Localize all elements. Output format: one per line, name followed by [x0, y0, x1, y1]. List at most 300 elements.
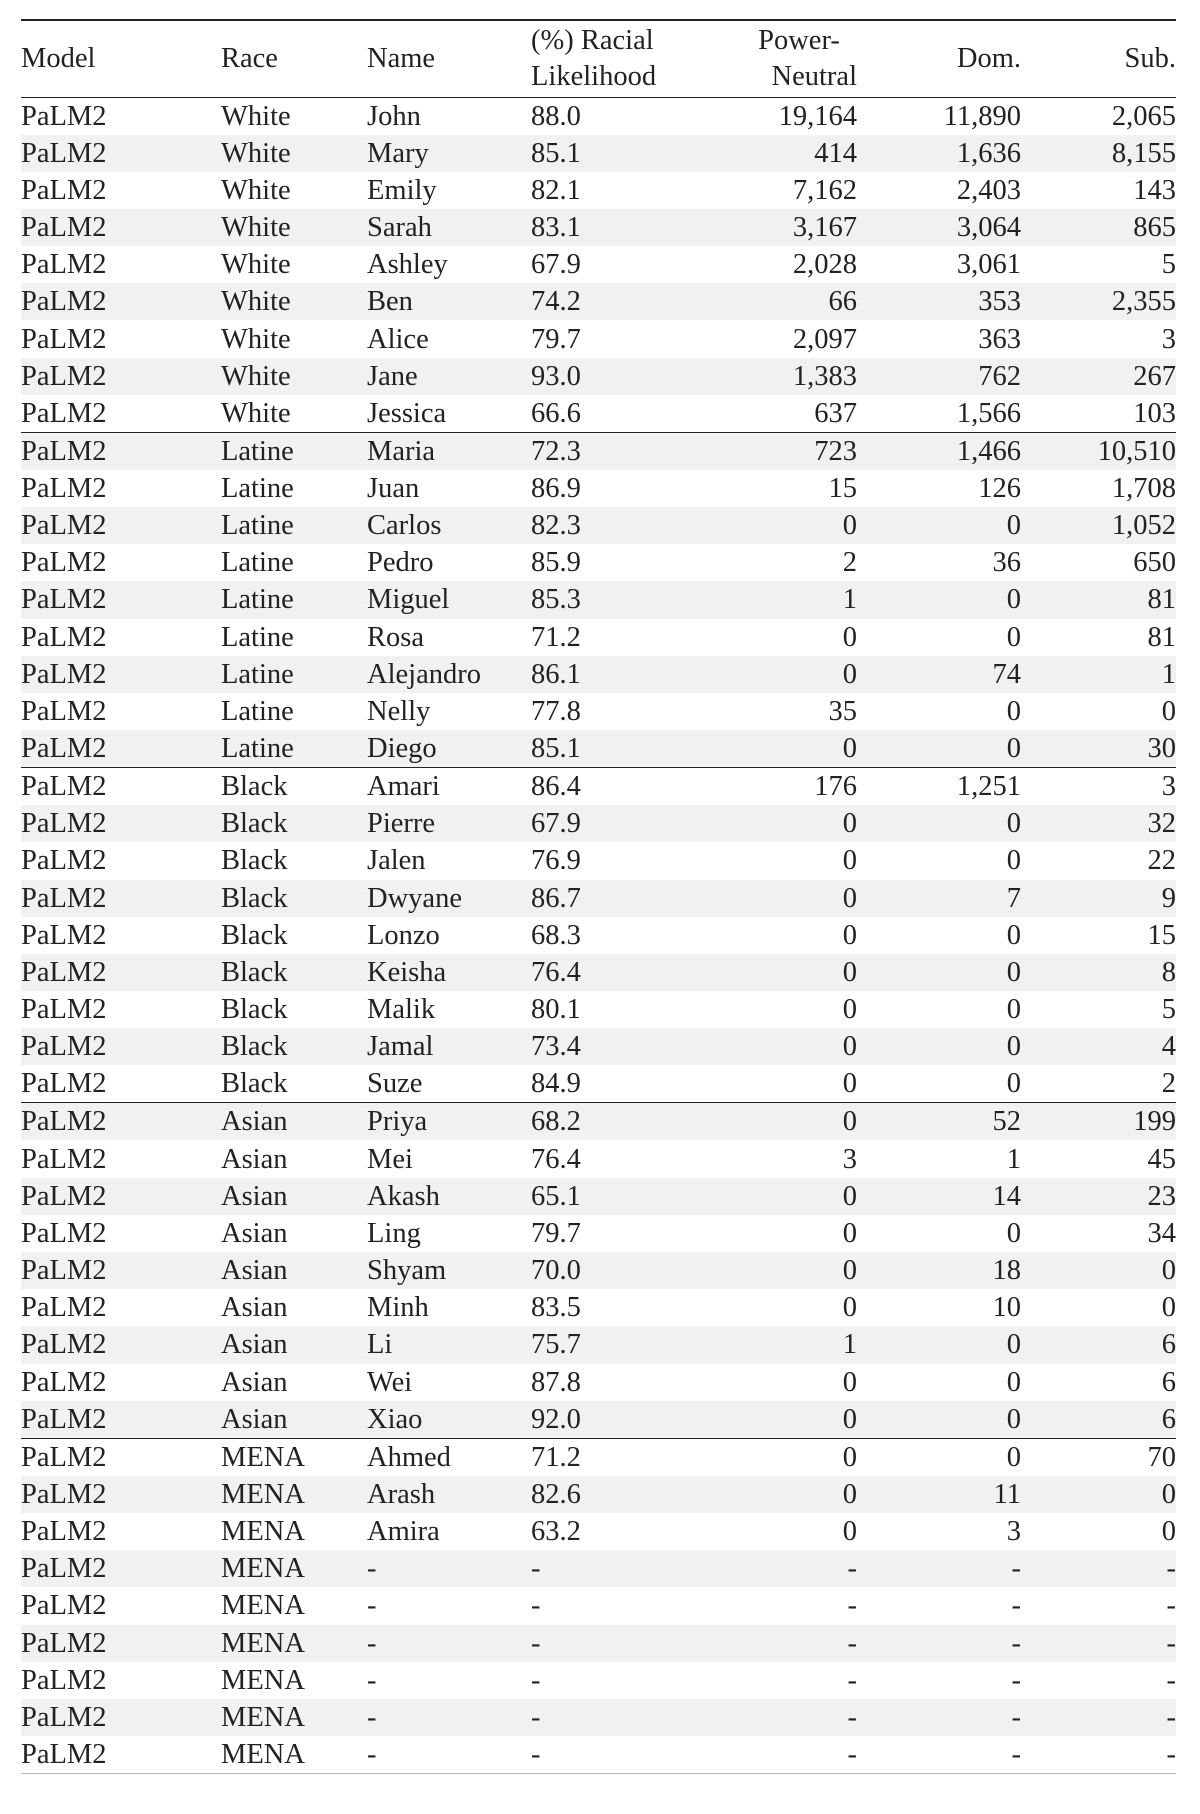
race-cell: Black	[221, 880, 367, 917]
power-neutral-cell: -	[701, 1550, 857, 1587]
power-neutral-cell: 637	[814, 397, 857, 429]
race-cell: Black	[221, 768, 367, 806]
name-cell: John	[367, 100, 421, 132]
model-cell: PaLM2	[21, 432, 221, 470]
power-neutral-cell: 19,164	[778, 100, 857, 132]
racial-likelihood-cell: 86.9	[531, 472, 581, 504]
sub-cell: 1,052	[1021, 507, 1176, 544]
sub-cell: 199	[1021, 1103, 1176, 1141]
power-neutral-cell: 0	[701, 1028, 857, 1065]
sub-cell: 22	[1147, 845, 1176, 877]
racial-likelihood-cell: 85.9	[531, 547, 581, 579]
header-dom: Dom.	[857, 20, 1021, 97]
dom-cell: -	[1011, 1664, 1021, 1696]
name-cell: Jessica	[367, 397, 447, 429]
model-cell: PaLM2	[21, 1068, 107, 1100]
dom-cell: 0	[1006, 621, 1021, 653]
model-cell: PaLM2	[21, 919, 107, 951]
sub-cell: 0	[1021, 1252, 1176, 1289]
race-cell: Black	[221, 805, 367, 842]
race-cell: White	[221, 323, 291, 355]
dom-cell: 36	[992, 547, 1021, 579]
race-cell: White	[221, 283, 367, 320]
name-cell: Mary	[367, 135, 531, 172]
table-row	[21, 1028, 1176, 1065]
sub-cell: 1	[1021, 656, 1176, 693]
table-row	[21, 544, 1176, 581]
table-row	[21, 1289, 1176, 1326]
sub-cell: 23	[1021, 1178, 1176, 1215]
name-cell: Suze	[367, 1068, 423, 1100]
name-cell: Wei	[367, 1366, 413, 1398]
power-neutral-cell: 0	[842, 994, 857, 1026]
table-row	[21, 470, 1176, 507]
racial-likelihood-cell: -	[531, 1550, 701, 1587]
table-row	[21, 97, 1176, 135]
dom-cell: 11	[857, 1476, 1021, 1513]
model-cell: PaLM2	[21, 581, 221, 618]
sub-cell: 865	[1021, 209, 1176, 246]
table-row	[21, 842, 1176, 879]
dom-cell: 0	[857, 1028, 1021, 1065]
sub-cell: 10,510	[1021, 432, 1176, 470]
model-cell: PaLM2	[21, 174, 107, 206]
power-neutral-cell: 0	[701, 1401, 857, 1439]
power-neutral-cell: 0	[701, 880, 857, 917]
sub-cell: 3	[1161, 323, 1176, 355]
dom-cell: 1,636	[857, 135, 1021, 172]
dom-cell: 18	[857, 1252, 1021, 1289]
name-cell: Pedro	[367, 547, 434, 579]
racial-likelihood-cell: 84.9	[531, 1068, 581, 1100]
sub-cell: 2,065	[1111, 100, 1176, 132]
name-cell: Maria	[367, 432, 531, 470]
dom-cell: -	[1011, 1590, 1021, 1622]
racial-likelihood-cell: 79.7	[531, 323, 581, 355]
model-cell: PaLM2	[21, 397, 107, 429]
race-cell: MENA	[221, 1664, 305, 1696]
model-cell: PaLM2	[21, 1103, 221, 1141]
race-cell: Asian	[221, 1401, 367, 1439]
table-row	[21, 1140, 1176, 1177]
model-cell: PaLM2	[21, 1476, 221, 1513]
table-row	[21, 358, 1176, 395]
race-cell: Latine	[221, 696, 294, 728]
sub-cell: 103	[1133, 397, 1176, 429]
table-row	[21, 1103, 1176, 1141]
racial-likelihood-cell: 65.1	[531, 1178, 701, 1215]
model-cell: PaLM2	[21, 954, 221, 991]
dom-cell: 0	[857, 1438, 1021, 1476]
table-row	[21, 619, 1176, 656]
model-cell: PaLM2	[21, 656, 221, 693]
model-cell: PaLM2	[21, 507, 221, 544]
name-cell: Ben	[367, 283, 531, 320]
racial-likelihood-cell: 76.4	[531, 1143, 581, 1175]
model-cell: PaLM2	[21, 696, 107, 728]
dom-cell: 14	[857, 1178, 1021, 1215]
race-cell: Asian	[221, 1366, 288, 1398]
power-neutral-cell: 1	[701, 581, 857, 618]
sub-cell: 0	[1161, 1516, 1176, 1548]
power-neutral-cell: 0	[701, 656, 857, 693]
race-cell: Black	[221, 1028, 367, 1065]
dom-cell: 52	[857, 1103, 1021, 1141]
table-row	[21, 1065, 1176, 1103]
table-row	[21, 246, 1176, 283]
model-cell: PaLM2	[21, 805, 221, 842]
table-row	[21, 1364, 1176, 1401]
header-racial-likelihood	[531, 20, 701, 97]
model-cell: PaLM2	[21, 880, 221, 917]
header-sub: Sub.	[1021, 20, 1176, 97]
sub-cell: -	[1021, 1736, 1176, 1774]
sub-cell: 6	[1161, 1366, 1176, 1398]
name-cell: Priya	[367, 1103, 531, 1141]
power-neutral-cell: 2,097	[792, 323, 857, 355]
dom-cell: 0	[1006, 1366, 1021, 1398]
model-cell: PaLM2	[21, 845, 107, 877]
model-cell: PaLM2	[21, 1516, 107, 1548]
racial-likelihood-cell: 88.0	[531, 100, 581, 132]
dom-cell: 0	[857, 507, 1021, 544]
dom-cell: 3	[1006, 1516, 1021, 1548]
table-row	[21, 1476, 1176, 1513]
race-cell: MENA	[221, 1736, 367, 1774]
sub-cell: -	[1021, 1625, 1176, 1662]
sub-cell: 3	[1021, 768, 1176, 806]
power-neutral-cell: -	[701, 1699, 857, 1736]
race-cell: Asian	[221, 1292, 288, 1324]
model-cell: PaLM2	[21, 621, 107, 653]
model-cell: PaLM2	[21, 1736, 221, 1774]
table-row	[21, 656, 1176, 693]
model-cell: PaLM2	[21, 1178, 221, 1215]
dom-cell: 11,890	[943, 100, 1021, 132]
race-cell: Black	[221, 1068, 288, 1100]
race-cell: Black	[221, 994, 288, 1026]
sub-cell: 45	[1147, 1143, 1176, 1175]
model-cell: PaLM2	[21, 1366, 107, 1398]
race-cell: Asian	[221, 1143, 288, 1175]
power-neutral-cell: -	[701, 1736, 857, 1774]
header-power-neutral-line2: Neutral	[771, 60, 857, 92]
model-cell: PaLM2	[21, 1143, 107, 1175]
race-cell: MENA	[221, 1590, 305, 1622]
name-cell: Jamal	[367, 1028, 531, 1065]
racial-likelihood-cell: 77.8	[531, 696, 581, 728]
power-neutral-cell: 0	[701, 954, 857, 991]
power-neutral-cell: 7,162	[792, 174, 857, 206]
race-cell: MENA	[221, 1438, 367, 1476]
results-table	[21, 19, 1176, 1774]
power-neutral-cell: -	[701, 1625, 857, 1662]
racial-likelihood-cell: 86.1	[531, 656, 701, 693]
racial-likelihood-cell: 85.3	[531, 581, 701, 618]
racial-likelihood-cell: 92.0	[531, 1401, 701, 1439]
race-cell: White	[221, 397, 291, 429]
sub-cell: 2	[1161, 1068, 1176, 1100]
racial-likelihood-cell: -	[531, 1736, 701, 1774]
header-model: Model	[21, 20, 221, 97]
power-neutral-cell: 0	[842, 1217, 857, 1249]
power-neutral-cell: -	[847, 1664, 857, 1696]
power-neutral-cell: 0	[701, 1476, 857, 1513]
model-cell: PaLM2	[21, 1326, 221, 1363]
dom-cell: 0	[857, 730, 1021, 768]
race-cell: Asian	[221, 1103, 367, 1141]
sub-cell: -	[1166, 1590, 1176, 1622]
model-cell: PaLM2	[21, 1401, 221, 1439]
model-cell: PaLM2	[21, 1699, 221, 1736]
table-row	[21, 1326, 1176, 1363]
racial-likelihood-cell: 63.2	[531, 1516, 581, 1548]
name-cell: Miguel	[367, 581, 531, 618]
sub-cell: 5	[1161, 994, 1176, 1026]
racial-likelihood-cell: 73.4	[531, 1028, 701, 1065]
sub-cell: 15	[1147, 919, 1176, 951]
race-cell: MENA	[221, 1699, 367, 1736]
race-cell: Asian	[221, 1252, 367, 1289]
name-cell: Jane	[367, 358, 531, 395]
dom-cell: 0	[1006, 1217, 1021, 1249]
dom-cell: 0	[857, 1326, 1021, 1363]
power-neutral-cell: 3	[842, 1143, 857, 1175]
model-cell: PaLM2	[21, 1438, 221, 1476]
power-neutral-cell: 1,383	[701, 358, 857, 395]
racial-likelihood-cell: -	[531, 1625, 701, 1662]
table-row	[21, 805, 1176, 842]
table-row	[21, 1550, 1176, 1587]
power-neutral-cell: 3,167	[701, 209, 857, 246]
name-cell: Xiao	[367, 1401, 531, 1439]
racial-likelihood-cell: 86.7	[531, 880, 701, 917]
dom-cell: 2,403	[956, 174, 1021, 206]
table-row	[21, 917, 1176, 954]
name-cell: Keisha	[367, 954, 531, 991]
sub-cell: 32	[1021, 805, 1176, 842]
dom-cell: -	[857, 1550, 1021, 1587]
dom-cell: 1,466	[857, 432, 1021, 470]
power-neutral-cell: 0	[701, 805, 857, 842]
race-cell: Latine	[221, 472, 294, 504]
race-cell: Black	[221, 845, 288, 877]
table-row	[21, 991, 1176, 1028]
power-neutral-cell: 414	[701, 135, 857, 172]
table-row	[21, 135, 1176, 172]
table-row	[21, 1438, 1176, 1476]
racial-likelihood-cell: -	[531, 1590, 541, 1622]
dom-cell: 353	[857, 283, 1021, 320]
power-neutral-cell: 0	[842, 1516, 857, 1548]
name-cell: Li	[367, 1326, 531, 1363]
sub-cell: 650	[1133, 547, 1176, 579]
dom-cell: 1	[1006, 1143, 1021, 1175]
power-neutral-cell: 2	[842, 547, 857, 579]
name-cell: Amira	[367, 1516, 440, 1548]
dom-cell: -	[857, 1625, 1021, 1662]
model-cell: PaLM2	[21, 323, 107, 355]
model-cell: PaLM2	[21, 1028, 221, 1065]
name-cell: Shyam	[367, 1252, 531, 1289]
dom-cell: 0	[857, 1401, 1021, 1439]
table-row	[21, 1736, 1176, 1774]
sub-cell: 70	[1021, 1438, 1176, 1476]
racial-likelihood-cell: 85.1	[531, 730, 701, 768]
header-power-neutral-line1: Power-	[758, 24, 840, 56]
name-cell: Pierre	[367, 805, 531, 842]
power-neutral-cell: 0	[701, 1103, 857, 1141]
model-cell: PaLM2	[21, 100, 107, 132]
racial-likelihood-cell: 82.1	[531, 174, 581, 206]
name-cell: -	[367, 1664, 377, 1696]
racial-likelihood-cell: 75.7	[531, 1326, 701, 1363]
name-cell: Ashley	[367, 249, 448, 281]
race-cell: White	[221, 209, 367, 246]
table-row	[21, 1662, 1176, 1699]
table-row	[21, 172, 1176, 209]
dom-cell: -	[857, 1699, 1021, 1736]
model-cell: PaLM2	[21, 994, 107, 1026]
power-neutral-cell: 0	[842, 1068, 857, 1100]
name-cell: Ahmed	[367, 1438, 531, 1476]
race-cell: White	[221, 249, 291, 281]
name-cell: -	[367, 1550, 531, 1587]
racial-likelihood-cell: 67.9	[531, 805, 701, 842]
model-cell: PaLM2	[21, 249, 107, 281]
name-cell: Malik	[367, 994, 436, 1026]
racial-likelihood-cell: 76.9	[531, 845, 581, 877]
sub-cell: -	[1021, 1699, 1176, 1736]
name-cell: Juan	[367, 472, 420, 504]
racial-likelihood-cell: 93.0	[531, 358, 701, 395]
dom-cell: 0	[1006, 845, 1021, 877]
race-cell: MENA	[221, 1516, 305, 1548]
sub-cell: 34	[1147, 1217, 1176, 1249]
model-cell: PaLM2	[21, 472, 107, 504]
race-cell: MENA	[221, 1550, 367, 1587]
model-cell: PaLM2	[21, 730, 221, 768]
name-cell: Mei	[367, 1143, 413, 1175]
table-row	[21, 395, 1176, 433]
race-cell: Asian	[221, 1217, 288, 1249]
dom-cell: 1,566	[956, 397, 1021, 429]
name-cell: Nelly	[367, 696, 431, 728]
power-neutral-cell: 0	[701, 1252, 857, 1289]
power-neutral-cell: 35	[828, 696, 857, 728]
sub-cell: 5	[1161, 249, 1176, 281]
header-race: Race	[221, 20, 367, 97]
dom-cell: 0	[1006, 994, 1021, 1026]
power-neutral-cell: 1	[701, 1326, 857, 1363]
racial-likelihood-cell: -	[531, 1664, 541, 1696]
racial-likelihood-cell: 72.3	[531, 432, 701, 470]
race-cell: White	[221, 358, 367, 395]
table-row	[21, 432, 1176, 470]
header-name: Name	[367, 20, 531, 97]
model-cell: PaLM2	[21, 768, 221, 806]
name-cell: -	[367, 1625, 531, 1662]
dom-cell: 0	[1006, 919, 1021, 951]
power-neutral-cell: 176	[701, 768, 857, 806]
table-body	[21, 97, 1176, 1774]
racial-likelihood-cell: 79.7	[531, 1217, 581, 1249]
name-cell: Sarah	[367, 209, 531, 246]
racial-likelihood-cell: 67.9	[531, 249, 581, 281]
name-cell: Diego	[367, 730, 531, 768]
sub-cell: 9	[1021, 880, 1176, 917]
sub-cell: -	[1021, 1550, 1176, 1587]
sub-cell: 1,708	[1111, 472, 1176, 504]
dom-cell: 0	[1006, 1068, 1021, 1100]
table-row	[21, 1625, 1176, 1662]
table-row	[21, 693, 1176, 730]
race-cell: Latine	[221, 432, 367, 470]
table-row	[21, 1252, 1176, 1289]
sub-cell: 2,355	[1021, 283, 1176, 320]
dom-cell: 363	[978, 323, 1021, 355]
racial-likelihood-cell: 71.2	[531, 621, 581, 653]
power-neutral-cell: 0	[842, 919, 857, 951]
racial-likelihood-cell: 70.0	[531, 1252, 701, 1289]
racial-likelihood-cell: 83.5	[531, 1292, 581, 1324]
name-cell: Akash	[367, 1178, 531, 1215]
dom-cell: 3,061	[956, 249, 1021, 281]
dom-cell: -	[857, 1736, 1021, 1774]
model-cell: PaLM2	[21, 1550, 221, 1587]
race-cell: Latine	[221, 581, 367, 618]
header-racial-likelihood-line2: Likelihood	[531, 60, 657, 92]
racial-likelihood-cell: 66.6	[531, 397, 581, 429]
dom-cell: 10	[992, 1292, 1021, 1324]
name-cell: Arash	[367, 1476, 531, 1513]
name-cell: Jalen	[367, 845, 426, 877]
racial-likelihood-cell: 68.2	[531, 1103, 701, 1141]
race-cell: Asian	[221, 1178, 367, 1215]
dom-cell: 0	[857, 805, 1021, 842]
race-cell: MENA	[221, 1476, 367, 1513]
race-cell: Latine	[221, 547, 294, 579]
dom-cell: 0	[857, 954, 1021, 991]
results-table-container	[21, 19, 1176, 1774]
model-cell: PaLM2	[21, 209, 221, 246]
racial-likelihood-cell: 82.6	[531, 1476, 701, 1513]
race-cell: Latine	[221, 621, 294, 653]
sub-cell: 8,155	[1021, 135, 1176, 172]
power-neutral-cell: 723	[701, 432, 857, 470]
header-racial-likelihood-line1: (%) Racial	[531, 24, 654, 56]
sub-cell: -	[1166, 1664, 1176, 1696]
racial-likelihood-cell: 82.3	[531, 507, 701, 544]
racial-likelihood-cell: 87.8	[531, 1366, 581, 1398]
power-neutral-cell: 0	[842, 621, 857, 653]
sub-cell: 8	[1021, 954, 1176, 991]
table-row	[21, 1699, 1176, 1736]
power-neutral-cell: 0	[701, 1438, 857, 1476]
racial-likelihood-cell: 85.1	[531, 135, 701, 172]
sub-cell: 6	[1021, 1326, 1176, 1363]
sub-cell: 81	[1021, 581, 1176, 618]
racial-likelihood-cell: 74.2	[531, 283, 701, 320]
race-cell: Asian	[221, 1326, 367, 1363]
table-row	[21, 954, 1176, 991]
table-row	[21, 507, 1176, 544]
name-cell: Lonzo	[367, 919, 440, 951]
race-cell: Latine	[221, 730, 367, 768]
dom-cell: 0	[1006, 696, 1021, 728]
name-cell: Alice	[367, 323, 429, 355]
model-cell: PaLM2	[21, 1217, 107, 1249]
